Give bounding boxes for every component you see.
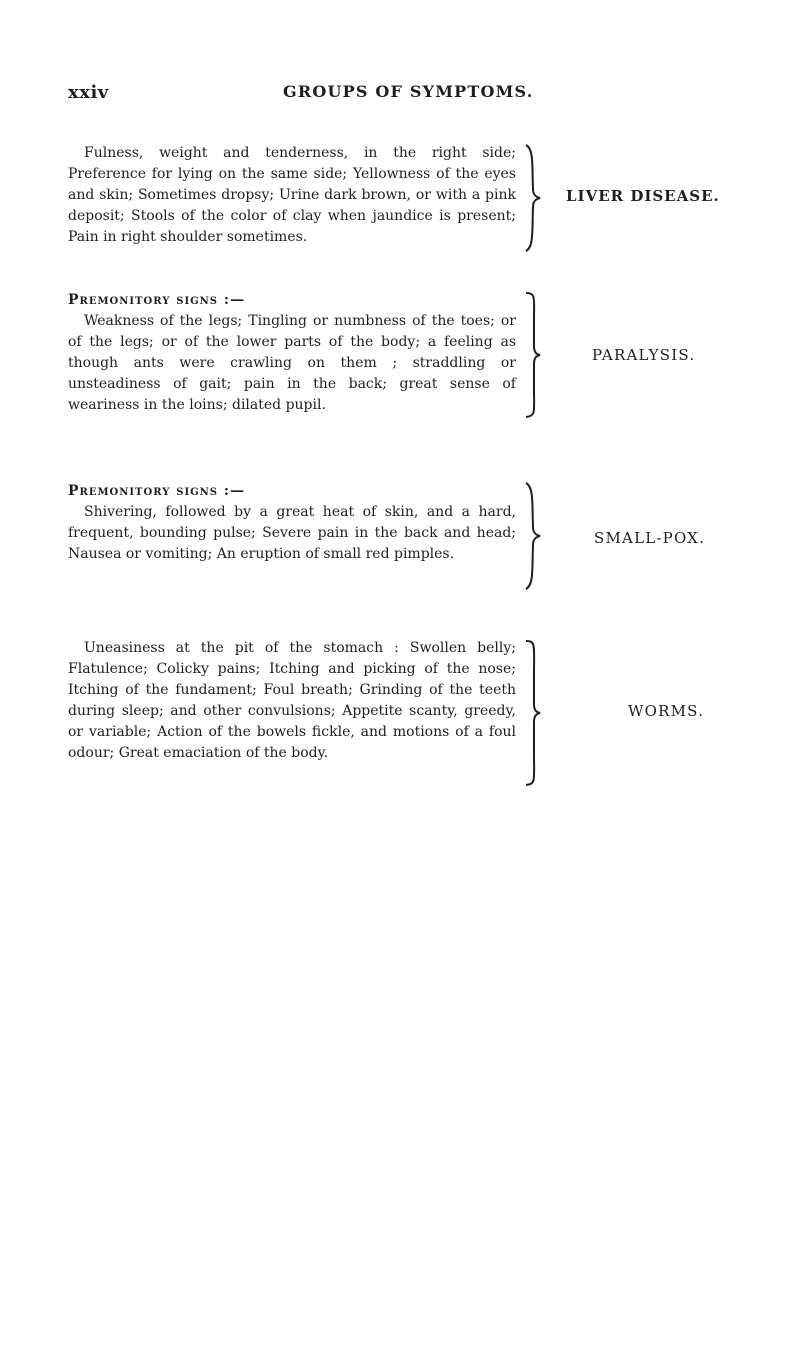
curly-brace-icon: [524, 638, 546, 788]
symptom-text: Fulness, weight and tenderness, in the right side; Preference for lying on the same side; Yellowness of the eyes and skin; Sometimes dropsy; Urine dark brown, or with a pink deposit; Stools of the color of clay when jaundice is present; Pain in right shoulder sometimes.: [68, 145, 516, 245]
curly-brace-icon: [524, 481, 546, 591]
symptom-list: [68, 290, 516, 416]
section-heading: Premonitory signs :—: [68, 483, 246, 499]
page-number: xxiv: [68, 82, 109, 103]
symptom-text: Shivering, followed by a great heat of skin, and a hard, frequent, bounding pulse; Severe pain in the back and head; Nausea or vomiting; An eruption of small red pimples.: [68, 504, 516, 562]
disease-name: PARALYSIS.: [592, 346, 696, 364]
symptom-text: Weakness of the legs; Tingling or numbness of the toes; or of the legs; or of the lower parts of the body; a feeling as though ants were crawling on them ; straddling or unsteadiness of gait; pain in the back; great sense of weariness in the loins; dilated pupil.: [68, 313, 516, 413]
symptom-group-liver: [68, 143, 798, 253]
symptom-list: [68, 481, 516, 565]
symptom-text: Uneasiness at the pit of the stomach : Swollen belly; Flatulence; Colicky pains; Itching and picking of the nose; Itching of the fundament; Foul breath; Grinding of the teeth during sleep; and other convulsions; Appetite scanty, greedy, or variable; Action of the bowels fickle, and motions of a foul odour; Great emaciation of the body.: [68, 640, 516, 761]
curly-brace-icon: [524, 290, 546, 420]
symptom-group-worms: [68, 638, 798, 788]
running-title: GROUPS OF SYMPTOMS.: [283, 82, 534, 101]
disease-name: WORMS.: [628, 702, 705, 720]
symptom-group-small-pox: [68, 481, 798, 591]
symptom-list: [68, 143, 516, 248]
symptom-list: [68, 638, 516, 764]
symptom-group-paralysis: [68, 290, 798, 420]
disease-name: SMALL-POX.: [594, 529, 706, 547]
curly-brace-icon: [524, 143, 546, 253]
section-heading: Premonitory signs :—: [68, 292, 246, 308]
disease-name: LIVER DISEASE.: [566, 187, 720, 205]
running-head: [68, 82, 548, 108]
